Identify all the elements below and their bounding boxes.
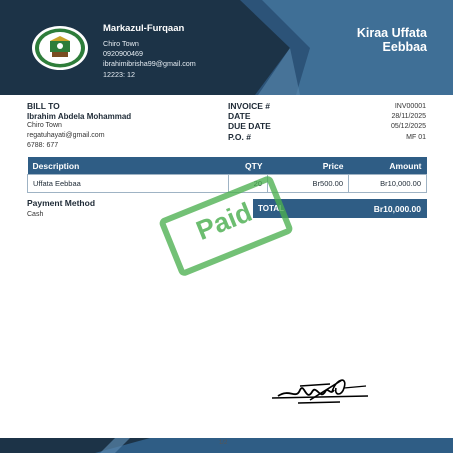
date-value: 28/11/2025 xyxy=(391,113,426,121)
payment-method-value: Cash xyxy=(27,211,44,218)
page-number: 1/2 xyxy=(219,440,228,446)
item-amount: Br10,000.00 xyxy=(349,175,427,193)
document-title xyxy=(317,26,427,54)
item-qty: 20 xyxy=(229,175,268,193)
bill-to-section xyxy=(27,101,131,150)
bill-to-address: 6788: 677 xyxy=(27,141,59,149)
paid-stamp-text: Paid xyxy=(192,196,257,246)
column-header-description: Description xyxy=(28,157,229,175)
document-title-line-2: Eebbaa xyxy=(382,40,427,54)
invoice-number-label: INVOICE # xyxy=(228,101,271,111)
item-price: Br500.00 xyxy=(268,175,349,193)
invoice-header xyxy=(0,0,453,95)
organization-logo-icon xyxy=(31,25,89,71)
bill-to-city: Chiro Town xyxy=(27,122,62,129)
column-header-qty: QTY xyxy=(229,157,268,175)
company-phone: 0920900469 xyxy=(103,49,143,59)
company-city: Chiro Town xyxy=(103,39,139,48)
document-title-line-1: Kiraa Uffata xyxy=(356,26,427,40)
total-label: TOTAL xyxy=(258,204,284,213)
date-label: DATE xyxy=(228,111,251,122)
po-number-value: MF 01 xyxy=(406,133,426,141)
total-value: Br10,000.00 xyxy=(373,204,421,214)
line-items-table xyxy=(27,157,427,193)
due-date-label: DUE DATE xyxy=(228,121,271,132)
due-date-value: 05/12/2025 xyxy=(390,123,426,131)
invoice-number-value: INV00001 xyxy=(394,103,426,110)
table-row xyxy=(28,175,427,193)
item-description: Uffata Eebbaa xyxy=(28,175,229,193)
column-header-amount: Amount xyxy=(349,157,427,175)
po-number-label: P.O. # xyxy=(228,131,251,142)
payment-method-label: Payment Method xyxy=(27,198,96,208)
company-address: 12223: 12 xyxy=(103,69,135,79)
column-header-price: Price xyxy=(268,157,349,175)
table-header-row xyxy=(28,157,427,175)
signature-image xyxy=(270,370,375,410)
bill-to-email: regatuhayati@gmail.com xyxy=(27,131,105,139)
company-name: Markazul-Furqaan xyxy=(103,23,185,34)
invoice-meta-labels xyxy=(228,101,271,142)
company-email: ibrahimibrisha99@gmail.com xyxy=(103,59,196,69)
bill-to-name: Ibrahim Abdela Mohammad xyxy=(27,112,132,121)
invoice-meta-values xyxy=(391,102,426,143)
company-info xyxy=(103,23,196,80)
bill-to-label: BILL TO xyxy=(27,101,60,111)
payment-method-section xyxy=(27,198,95,218)
